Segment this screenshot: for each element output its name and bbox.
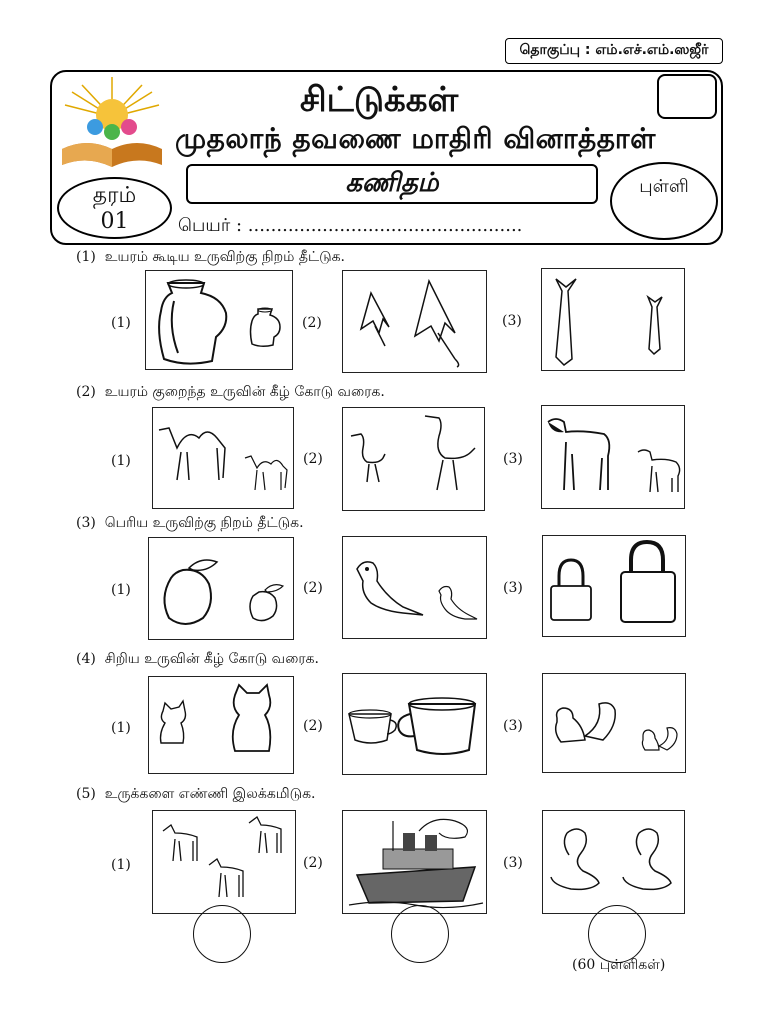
question-2 [76,384,385,402]
grade-value: 01 [100,209,129,234]
question-number: (1) [76,249,96,265]
question-number: (5) [76,786,96,802]
grade-badge [57,177,172,239]
subject-box: கணிதம் [186,164,598,204]
picture-box-q5-1[interactable] [152,810,296,914]
question-3 [76,515,304,533]
question-number: (4) [76,651,96,667]
marks-label: புள்ளி [639,176,689,197]
kitten-icon [149,677,295,775]
picture-box-q1-2[interactable] [342,270,487,373]
option-label: (1) [111,453,131,469]
picture-box-q2-1[interactable] [152,407,294,509]
cup-icon [343,674,488,776]
option-label: (1) [111,857,131,873]
picture-box-q2-2[interactable] [342,407,485,511]
index-box [657,74,717,119]
padlock-icon [543,536,687,638]
question-1 [76,249,345,267]
page-subtitle: முதலாந் தவணை மாதிரி வினாத்தாள் [175,122,656,155]
tie-icon [542,269,686,372]
compiler-credit: தொகுப்பு : எம்.எச்.எம்.ஸஜீர் [505,38,723,64]
camel-icon [153,408,295,510]
option-label: (1) [111,315,131,331]
option-label: (1) [111,720,131,736]
option-label: (2) [303,451,323,467]
picture-box-q3-2[interactable] [342,536,487,639]
parrot-icon [343,537,488,640]
squirrel-icon [543,674,687,774]
jug-icon [146,271,294,371]
option-label: (3) [502,313,522,329]
question-text: சிறிய உருவின் கீழ் கோடு வரைக. [104,651,319,667]
goats-icon [153,811,297,915]
option-label: (2) [303,855,323,871]
picture-box-q3-1[interactable] [148,537,294,640]
answer-circle-2[interactable] [391,905,449,963]
option-label: (1) [111,582,131,598]
grade-label: தரம் [92,183,137,208]
question-4 [76,651,319,669]
option-label: (3) [503,718,523,734]
total-marks: (60 புள்ளிகள்) [572,957,666,973]
name-label: பெயர் : [178,215,243,236]
crane-icon [343,408,486,512]
answer-circle-1[interactable] [193,905,251,963]
name-field[interactable]: ................................................ [247,215,523,236]
picture-box-q4-2[interactable] [342,673,487,775]
picture-box-q5-2[interactable] [342,810,487,914]
picture-box-q4-3[interactable] [542,673,686,773]
umbrella-icon [343,271,488,374]
option-label: (2) [303,580,323,596]
option-label: (3) [503,451,523,467]
mango-icon [149,538,295,641]
question-number: (3) [76,515,96,531]
cobra-icon [543,811,686,915]
question-text: பெரிய உருவிற்கு நிறம் தீட்டுக. [104,515,304,531]
question-text: உயரம் குறைந்த உருவின் கீழ் கோடு வரைக. [104,384,385,400]
name-row [178,215,522,238]
picture-box-q3-3[interactable] [542,535,686,637]
option-label: (2) [303,718,323,734]
answer-circle-3[interactable] [588,905,646,963]
option-label: (3) [503,580,523,596]
question-5 [76,786,316,804]
question-text: உருக்களை எண்ணி இலக்கமிடுக. [104,786,316,802]
marks-badge [610,162,718,240]
picture-box-q2-3[interactable] [541,405,685,509]
page-title: சிட்டுக்கள் [300,80,459,120]
picture-box-q5-3[interactable] [542,810,685,914]
picture-box-q1-1[interactable] [145,270,293,370]
question-text: உயரம் கூடிய உருவிற்கு நிறம் தீட்டுக. [104,249,345,265]
picture-box-q4-1[interactable] [148,676,294,774]
question-number: (2) [76,384,96,400]
school-logo-icon [57,77,167,172]
option-label: (2) [302,315,322,331]
goat-icon [542,406,686,510]
option-label: (3) [503,855,523,871]
ship-icon [343,811,488,915]
picture-box-q1-3[interactable] [541,268,685,371]
